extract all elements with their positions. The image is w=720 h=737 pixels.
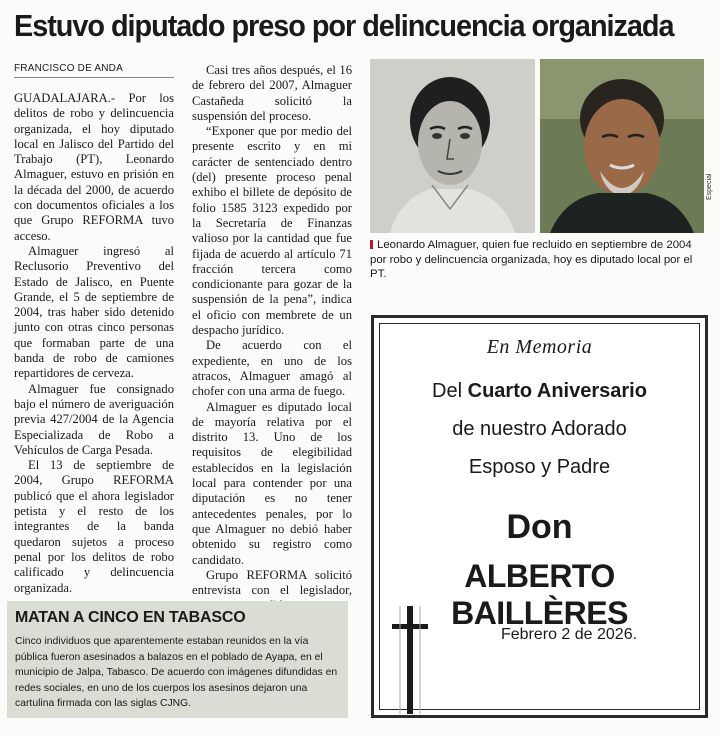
memoriam-date: Febrero 2 de 2026. (500, 626, 638, 643)
paragraph: El 13 de septiembre de 2004, Grupo REFORMA publicó que el ahora legislador petista y el resto de los integrantes de la banda quedaron sujetos a proceso penal por los delitos de robo calificado y delincuencia organizada. (14, 458, 174, 595)
memoriam-script-title: En Memoria (486, 336, 593, 358)
sidebar-title: MATAN A CINCO EN TABASCO (15, 609, 246, 626)
portrait-photo (540, 59, 704, 233)
memoriam-line-2: de nuestro Adorado (452, 418, 627, 440)
memoriam-name: ALBERTO BAILLÈRES (451, 558, 628, 631)
cross-icon (390, 604, 430, 714)
photo-caption (370, 238, 705, 282)
article-column-2 (192, 63, 352, 614)
caption-text: Leonardo Almaguer, quien fue recluido en septiembre de 2004 por robo y delincuencia organizada, hoy es diputado local por el PT. (370, 239, 693, 280)
mugshot-photo (370, 59, 535, 233)
article-column-1 (14, 91, 174, 596)
paragraph: Almaguer es diputado local de mayoría relativa por el distrito 13. Uno de los requisitos de elegibilidad establecidos en la legislación local para contender por una diputación es no tener antecedentes penales, por lo que Almaguer no debió haber obtenido su registro como candidato. (192, 399, 352, 567)
memoriam-line-1-bold: Cuarto Aniversario (467, 380, 647, 402)
paragraph: Grupo REFORMA solicitó entrevista con el legislador, (192, 567, 352, 598)
photo-credit: Especial (706, 173, 713, 200)
memoriam-line-1-prefix: Del (432, 380, 468, 402)
sidebar-body: Cinco individuos que aparentemente estaban reunidos en la vía pública fueron asesinados a balazos en el poblado de Ayapa, en el municipio de Jalpa, Tabasco. De acuerdo con imágenes difundidas en redes sociales, en uno de los cuerpos los asesinos dejaron una cartulina firmada con las siglas CJNG. (15, 636, 338, 710)
memoriam-line-3: Esposo y Padre (468, 456, 611, 478)
paragraph: Almaguer ingresó al Reclusorio Preventivo del Estado de Jalisco, en Puente Grande, el 5 de septiembre de 2004, tras haber sido detenido junto con otras cinco personas que formaban parte de una banda de robo de camiones repartidores de cerveza. (14, 243, 174, 381)
memoriam-line-1 (374, 380, 705, 403)
paragraph: Almaguer fue consignado bajo el número de averiguación previa 427/2004 de la Agencia Especializada de Robo a Vehículos de Carga Pesada. (14, 381, 174, 457)
headline: Estuvo diputado preso por delincuencia organizada (14, 8, 674, 43)
paragraph: “Exponer que por medio del presente escrito y en mi carácter de sentenciado dentro (del) presente proceso penal exhibo el billete de depósito de folio 1585 3123 expedido por la Secretaría de Finanzas valioso por la cantidad que fue fijada de acuerdo al artículo 71 fracción tercera como condicionante para gozar de la suspensión de la pena”, indica el oficio con membrete de un despacho jurídico. (192, 124, 352, 338)
paragraph: Casi tres años después, el 16 de febrero del 2007, Almaguer Castañeda solicitó la suspensión del proceso. (192, 63, 352, 123)
sidebar-box (7, 601, 348, 718)
paragraph: GUADALAJARA.- Por los delitos de robo y delincuencia organizada, el hoy diputado local en Jalisco del Partido del Trabajo (PT), Leonardo Almaguer, estuvo en prisión en la década del 2000, de acuerdo con documentos oficiales a los que Grupo REFORMA tuvo acceso. (14, 91, 174, 243)
memoriam-don: Don (506, 508, 573, 546)
byline: FRANCISCO DE ANDA (14, 63, 174, 78)
memoriam-notice (371, 315, 708, 718)
paragraph: De acuerdo con el expediente, en uno de los atracos, Almaguer amagó al chofer con una arma de fuego. (192, 338, 352, 399)
caption-marker (370, 240, 373, 249)
